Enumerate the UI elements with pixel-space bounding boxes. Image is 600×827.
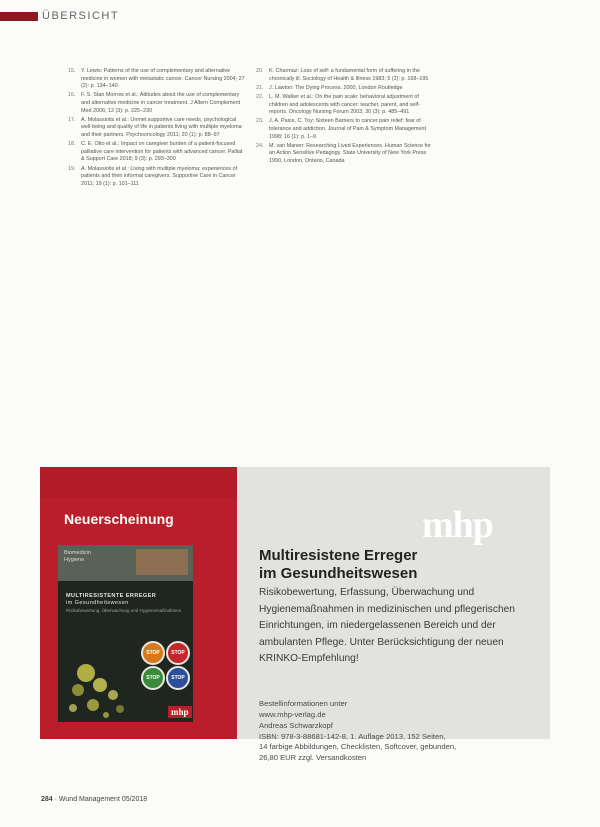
stop-sign-icon: STOP	[141, 666, 165, 690]
reference-text: Y. Lewis: Patterns of the use of complementary and alternative medicine in women with metastatic cancer. Cancer Nursing 2004; 27 (2): p. 134–140	[81, 68, 245, 90]
reference-number: 24.	[256, 142, 264, 149]
cover-series-label	[64, 550, 91, 564]
reference-number: 19.	[68, 165, 76, 172]
book-cover-image	[58, 545, 193, 722]
publisher-logo: mhp	[422, 504, 493, 546]
reference-number: 22.	[256, 93, 264, 100]
cover-title	[66, 593, 156, 607]
cover-photo	[136, 549, 188, 575]
reference-item	[256, 68, 434, 83]
reference-item	[256, 143, 434, 166]
reference-text: F. S. Stan Morrow et al.: Attitudes about the use of complementary and alternative medicine in cancer treatment. J Altern Complement Med 2006; 12 (3): p. 225–230	[81, 92, 241, 114]
reference-item	[256, 85, 434, 93]
new-release-badge: Neuerscheinung	[64, 511, 174, 527]
references-left-column	[68, 68, 246, 190]
order-info	[259, 699, 544, 720]
reference-number: 17.	[68, 116, 76, 123]
page-number: 284	[41, 796, 53, 803]
author-name: Andreas Schwarzkopf	[259, 721, 333, 730]
book-title	[259, 547, 539, 583]
reference-item	[256, 94, 434, 117]
stop-sign-icon: STOP	[166, 641, 190, 665]
reference-item	[256, 118, 434, 141]
section-color-bar	[0, 12, 38, 21]
book-title-line: im Gesundheitswesen	[259, 565, 418, 582]
reference-item	[68, 68, 246, 91]
stop-sign-icon: STOP	[166, 666, 190, 690]
cover-series-line: Biomedizin	[64, 550, 91, 556]
isbn-line: ISBN: 978-3-88681-142-8, 1. Auflage 2013, 152 Seiten,	[259, 731, 446, 741]
reference-text: K. Charmaz: Loss of self: a fundamental form of suffering in the chronically ill. Sociology of Health & Illness 1983; 5 (2): p. 168–195	[269, 68, 429, 82]
reference-number: 21.	[256, 84, 264, 91]
cover-title-text: MULTIRESISTENTE ERREGER	[66, 593, 157, 599]
book-title-line: Multiresistene Erreger	[259, 547, 418, 564]
reference-number: 15.	[68, 68, 76, 74]
reference-number: 23.	[256, 118, 264, 125]
page-footer	[41, 796, 147, 803]
journal-name: Wund Management 05/2018	[58, 796, 148, 803]
order-link[interactable]: www.mhp-verlag.de	[259, 709, 326, 719]
reference-text: A. Molassiotis et al.: Unmet supportive care needs, psychological well-being and quality of life in patients living with multiple myeloma and their partners. Psychooncology 2011; 20 (1): p. 88–97	[81, 116, 242, 138]
ad-red-panel	[40, 467, 237, 739]
reference-number: 16.	[68, 92, 76, 99]
ad-red-band	[40, 467, 237, 498]
reference-text: C. E. Otto et al.: Impact on caregiver burden of a patient-focused palliative care intervention for patients with advanced cancer. Palliat & Support Care 2018; 9 (3): p. 293–300	[81, 141, 243, 163]
reference-text: A. Molassiotis et al.: Living with multiple myeloma: experiences of patients and their informal caregivers. Supportive Care in Cancer 2011; 19 (1): p. 101–111	[81, 165, 238, 187]
reference-text: J. A. Paice, C. Toy: Sixteen Barriers to cancer pain relief: fear of tolerance and addiction. Journal of Pain & Symptom Management 1998; 16 (1): p. 1–9	[269, 118, 427, 140]
order-info-text: Bestellinformationen unter	[259, 699, 348, 708]
reference-item	[68, 166, 246, 189]
format-line: 14 farbige Abbildungen, Checklisten, Softcover, gebunden,	[259, 742, 457, 751]
cover-logo: mhp	[168, 706, 192, 718]
section-title: ÜBERSICHT	[42, 10, 120, 22]
references-right-column	[256, 68, 434, 167]
reference-item	[68, 117, 246, 140]
cover-series-line: Hygiene	[64, 557, 85, 563]
reference-number: 20.	[256, 68, 264, 74]
book-description: Risikobewertung, Erfassung, Überwachung und Hygienemaßnahmen in medizinischen und pflegerischen Einrichtungen, im niedergelassenen Bereich und der ambulanten Pflege. Unter Berücksichtigung der neuen KRINKO-Empfehlung!	[259, 587, 515, 664]
reference-item	[68, 141, 246, 164]
book-advertisement[interactable]	[40, 467, 550, 762]
cover-subtitle: Risikobewertung, Überwachung und Hygienemaßnahmen	[66, 608, 182, 613]
reference-text: M. van Manen: Researching Lived Experiences. Human Science for an Action Sensitive Pedagogy. State University of New York Press 1990, London, Ontario, Canada	[269, 142, 431, 164]
reference-text: L. M. Walker et al.: On the pain scale: behavioral adjustment of children and adolescents with cancer: teacher, parent, and self-reports. Oncology Nursing Forum 2003; 30 (3): p. 485–491	[269, 93, 421, 116]
stop-sign-icon: STOP	[141, 641, 165, 665]
publication-details	[259, 721, 544, 763]
reference-number: 18.	[68, 141, 76, 148]
footer-separator: ·	[54, 796, 59, 803]
reference-item	[68, 92, 246, 115]
price-line: 26,80 EUR zzgl. Versandkosten	[259, 752, 367, 762]
cover-subtitle-text: im Gesundheitswesen	[66, 600, 129, 606]
reference-text: J. Lawton: The Dying Process. 2000, London Routledge	[269, 84, 403, 91]
